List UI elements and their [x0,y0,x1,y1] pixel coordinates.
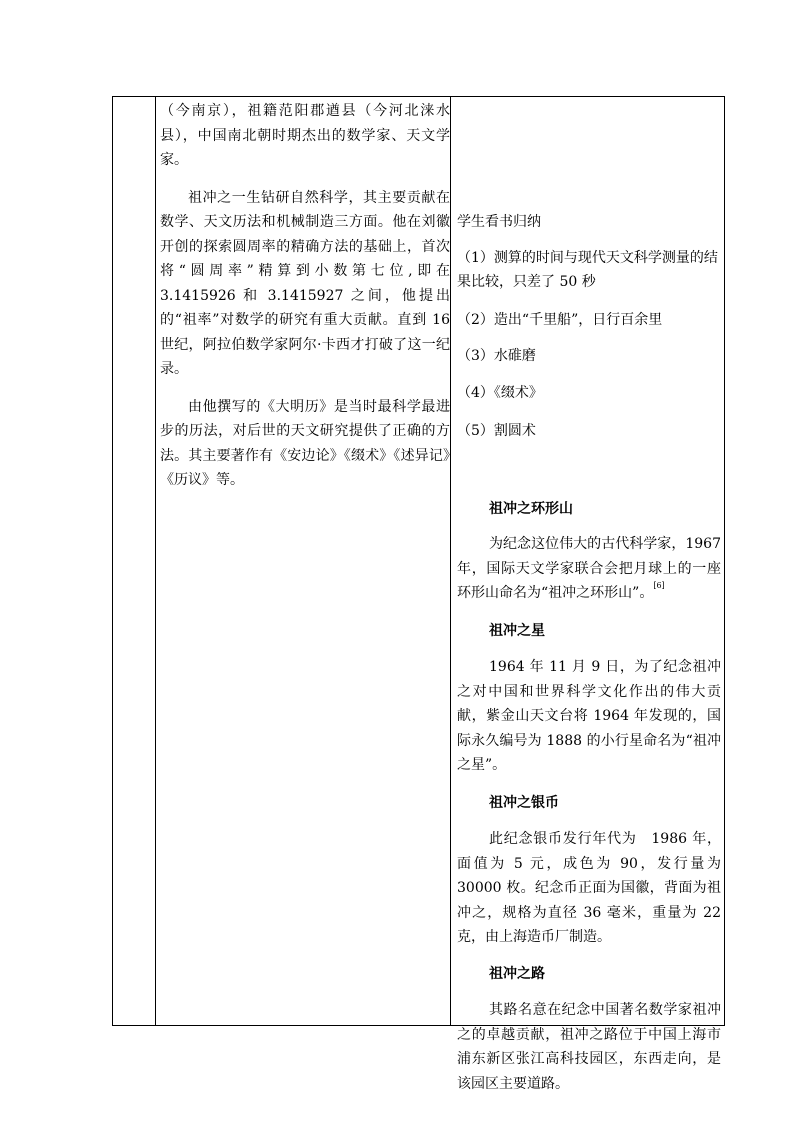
answer-item-4: （4）《缀术》 [457,384,543,401]
citation-ref: [6] [653,581,665,590]
achievements-paragraph: 祖冲之一生钻研自然科学，其主要贡献在数学、天文历法和机械制造三方面。他在刘徽开创的探索圆周率的精确方法的基础上，首次将“圆周率”精算到小数第七位,即在 3.1415926 和 3.1415927 之间，他提出的“祖率”对数学的研究有重大贡献。直到 16 世纪，阿拉伯数学家阿尔·卡西才打破了这一纪录。 [160,189,450,377]
section-heading-crater: 祖冲之环形山 [489,500,573,517]
section-heading-coin: 祖冲之银币 [489,794,559,811]
biography-intro: （今南京），祖籍范阳郡遒县（今河北涞水县），中国南北朝时期杰出的数学家、天文学家。 [160,103,450,168]
answer-item-1: （1）测算的时间与现代天文科学测量的结果比较，只差了 50 秒 [457,249,718,290]
section-text-crater-body: 为纪念这位伟大的古代科学家，1967 年，国际天文学家联合会把月球上的一座环形山命名为“祖冲之环形山”。 [457,536,721,601]
answer-item-5: （5）割圆术 [457,423,536,439]
section-text-road: 其路名意在纪念中国著名数学家祖冲之的卓越贡献，祖冲之路位于中国上海市浦东新区张江高科技园区，东西走向，是该园区主要道路。 [457,1002,721,1092]
section-text-crater [457,532,723,606]
section-text-star: 1964 年 11 月 9 日，为了纪念祖冲之对中国和世界科学文化作出的伟大贡献，紫金山天文台将 1964 年发现的，国际永久编号为 1888 的小行星命名为“祖冲之星”。 [457,659,721,773]
section-heading-road: 祖冲之路 [489,965,545,982]
section-heading-star: 祖冲之星 [489,622,545,639]
column-divider-left [155,97,156,1025]
column-divider-right [450,97,451,1025]
section-text-coin: 此纪念银币发行年代为 1986 年，面值为 5 元，成色为 90，发行量为 30000 枚。纪念币正面为国徽，背面为祖冲之，规格为直径 36 毫米，重量为 22 克，由上海造币厂制造。 [457,831,721,945]
teaching-content-column [160,99,450,493]
activity-instruction: 学生看书归纳 [457,214,541,230]
works-paragraph: 由他撰写的《大明历》是当时最科学最进步的历法，对后世的天文研究提供了正确的方法。其主要著作有《安边论》《缀术》《述异记》《历议》等。 [160,398,450,488]
answer-item-2: （2）造出“千里船”，日行百余里 [457,311,663,328]
answer-item-3: （3）水碓磨 [457,348,536,364]
student-activity-column [457,210,723,1096]
